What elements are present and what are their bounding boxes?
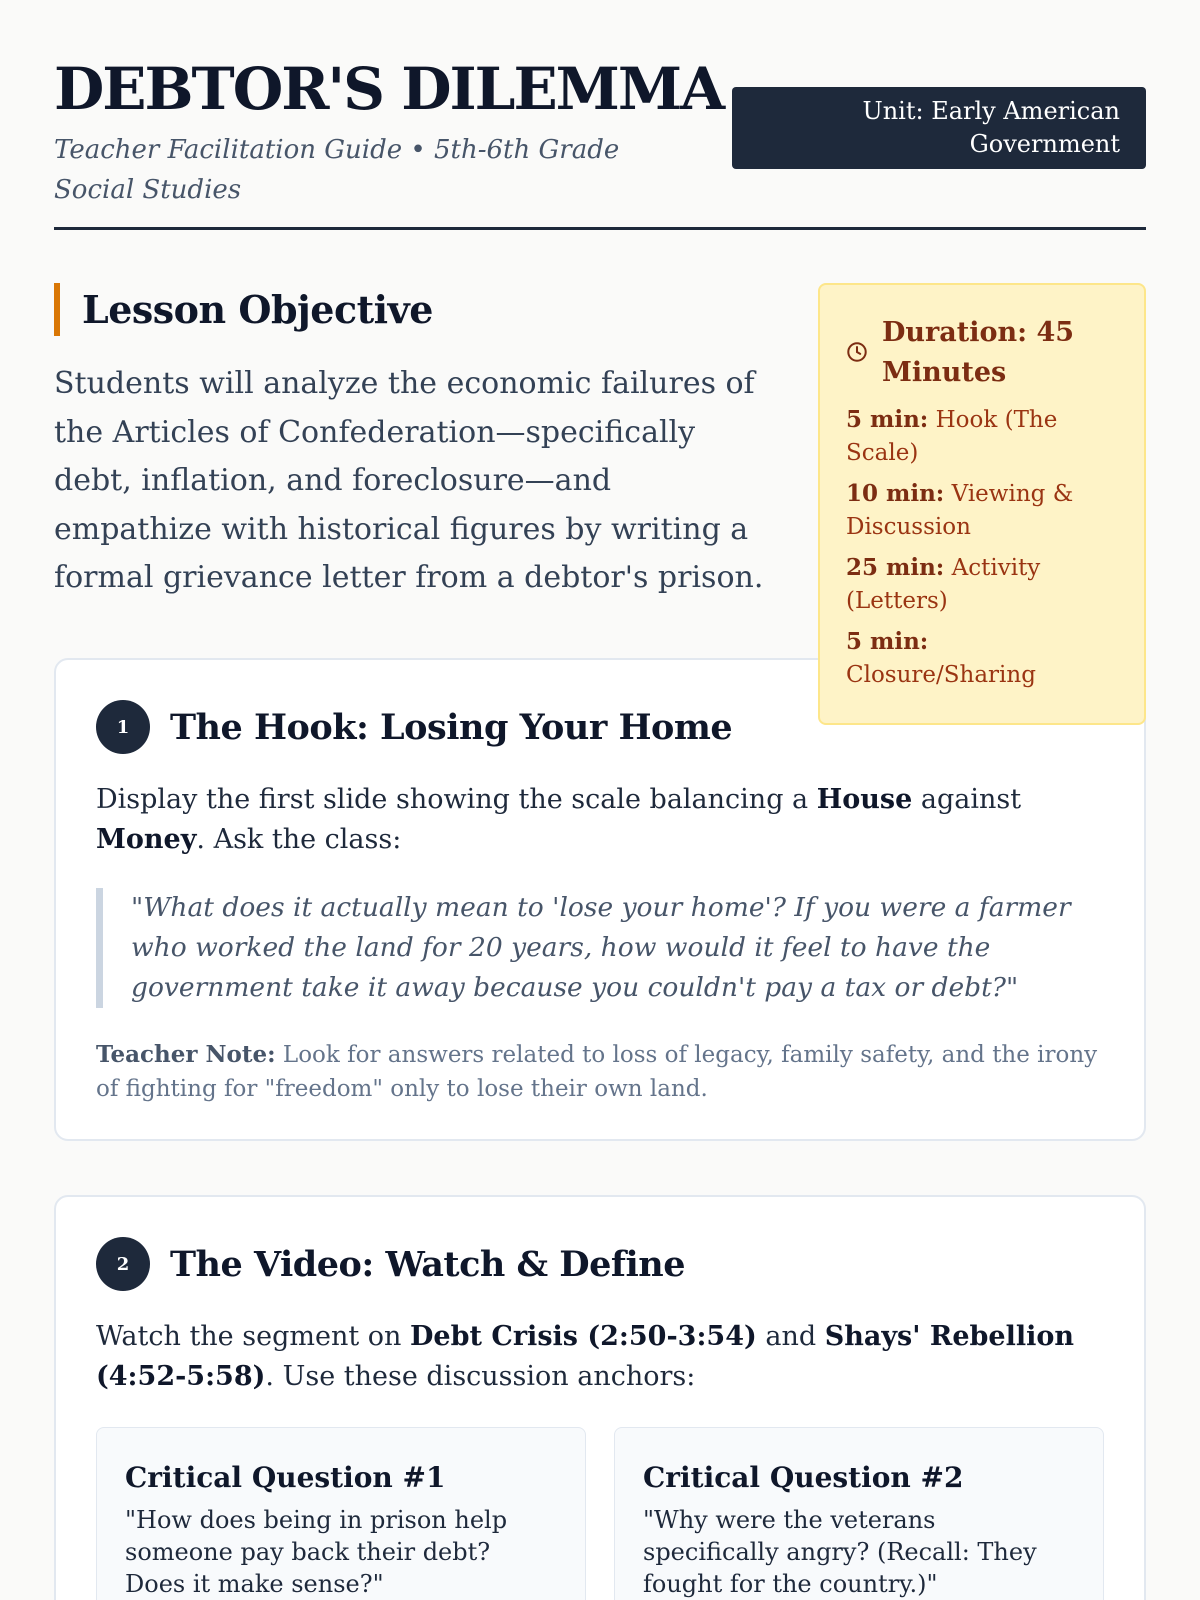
hook-intro-text: against	[912, 784, 1022, 815]
schedule-item	[846, 403, 1118, 470]
step-number-badge: 2	[96, 1237, 150, 1291]
video-card-header	[96, 1237, 1104, 1291]
video-card	[54, 1195, 1146, 1600]
hook-card	[54, 658, 1146, 1141]
hook-intro-money: Money	[96, 824, 197, 855]
page-title: DEBTOR'S DILEMMA	[54, 55, 724, 123]
schedule-time: 5 min:	[846, 628, 929, 655]
step-number-badge: 1	[96, 700, 150, 754]
duration-header	[846, 313, 1118, 393]
teacher-note	[96, 1038, 1104, 1106]
teacher-note-label: Teacher Note:	[96, 1041, 276, 1068]
objective-heading: Lesson Objective	[54, 283, 1146, 336]
objective-section	[54, 283, 1146, 688]
hook-intro-text: Display the first slide showing the scale balancing a	[96, 784, 817, 815]
critical-question-card	[614, 1427, 1104, 1600]
hook-quote: "What does it actually mean to 'lose your home'? If you were a farmer who worked the land for 20 years, how would it feel to have the government take it away because you couldn't pay a tax or debt?"	[96, 888, 1104, 1008]
critical-question-title: Critical Question #1	[125, 1461, 446, 1494]
hook-intro	[96, 780, 1104, 860]
hook-card-title: The Hook: Losing Your Home	[170, 706, 733, 748]
page-subtitle: Teacher Facilitation Guide • 5th-6th Grade Social Studies	[54, 134, 620, 205]
video-intro-text: . Use these discussion anchors:	[265, 1361, 696, 1392]
critical-question-title: Critical Question #2	[643, 1461, 964, 1494]
schedule-activity: Closure/Sharing	[846, 662, 1036, 688]
video-intro-text: and	[756, 1321, 825, 1352]
critical-question-card	[96, 1427, 586, 1600]
video-card-title: The Video: Watch & Define	[170, 1243, 685, 1285]
unit-badge: Unit: Early American Government	[732, 87, 1146, 169]
schedule-item	[846, 551, 1118, 618]
header	[54, 0, 1146, 230]
hook-intro-text: . Ask the class:	[196, 824, 402, 855]
schedule-item	[846, 625, 1118, 692]
video-intro	[96, 1317, 1104, 1397]
schedule-activity: Activity (Letters)	[846, 555, 1041, 614]
hook-intro-house: House	[816, 784, 913, 815]
schedule-list	[846, 403, 1118, 692]
duration-box	[818, 283, 1146, 725]
clock-icon	[846, 341, 868, 363]
schedule-activity: Viewing & Discussion	[846, 481, 1074, 540]
critical-question-text: "How does being in prison help someone pay back their debt? Does it make sense?"	[125, 1506, 508, 1598]
critical-question-text: "Why were the veterans specifically angry? (Recall: They fought for the country.)"	[643, 1506, 1037, 1598]
teacher-note-text: Look for answers related to loss of legacy, family safety, and the irony of fighting for "freedom" only to lose their own land.	[96, 1042, 1098, 1102]
video-intro-text: Watch the segment on	[96, 1321, 410, 1352]
schedule-time: 5 min:	[846, 406, 929, 433]
objective-text: Students will analyze the economic failures of the Articles of Confederation—specifically debt, inflation, and foreclosure—and empathize with historical figures by writing a formal grievance letter from a debtor's prison.	[54, 366, 764, 595]
schedule-time: 10 min:	[846, 480, 945, 507]
video-intro-shays: Shays' Rebellion (4:52-5:58)	[96, 1321, 1074, 1392]
schedule-item	[846, 477, 1118, 544]
schedule-time: 25 min:	[846, 554, 945, 581]
critical-questions	[96, 1427, 1104, 1600]
duration-title: Duration: 45 Minutes	[882, 317, 1075, 388]
video-intro-debt: Debt Crisis (2:50-3:54)	[410, 1321, 757, 1352]
schedule-activity: Hook (The Scale)	[846, 407, 1058, 466]
